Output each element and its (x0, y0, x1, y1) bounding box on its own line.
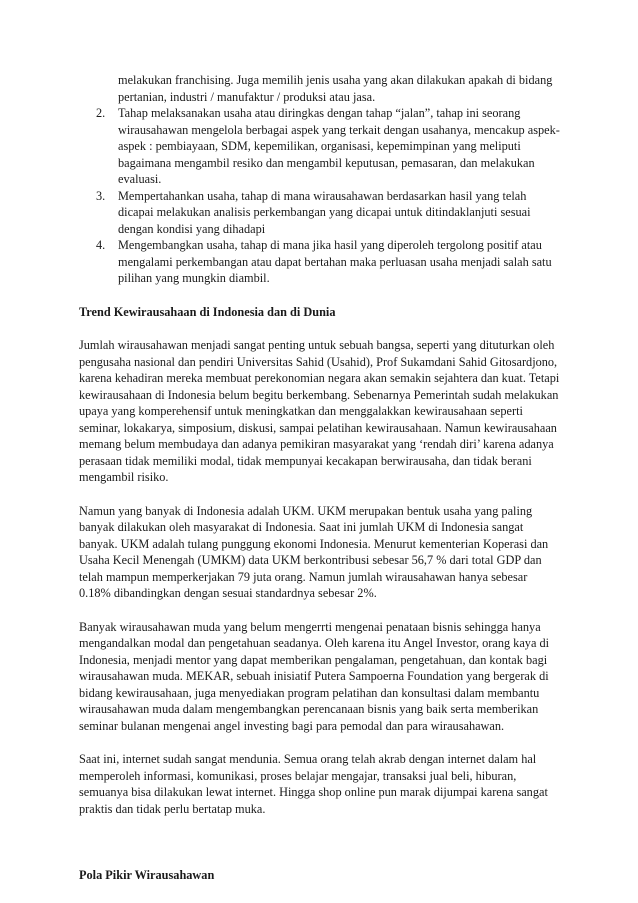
list-item-1-continuation: melakukan franchising. Juga memilih jenis usaha yang akan dilakukan apakah di bidang pertanian, industri / manufaktur / produksi atau jasa. (118, 73, 553, 104)
paragraph: Namun yang banyak di Indonesia adalah UKM. UKM merupakan bentuk usaha yang paling banyak dilakukan oleh masyarakat di Indonesia. Saat ini jumlah UKM di Indonesia sangat banyak. UKM adalah tulang punggung ekonomi Indonesia. Menurut kementerian Koperasi dan Usaha Kecil Menengah (UMKM) data UKM berkontribusi sebesar 56,7 % dari total GDP dan telah mampun memperkerjakan 79 juta orang. Namun jumlah wirausahawan hanya sebesar 0.18% dibandingkan dengan sesuai standardnya sebesar 2%. (79, 503, 549, 600)
list-item (79, 188, 561, 238)
page-content (79, 72, 561, 884)
steps-list (79, 105, 561, 287)
list-number: 3. (96, 188, 106, 203)
paragraph: Saat ini, internet sudah sangat mendunia. Semua orang telah akrab dengan internet dalam hal memperoleh informasi, komunikasi, proses belajar mengajar, transaksi jual beli, hiburan, semuanya bisa dilakukan lewat internet. Hingga shop online pun marak dijumpai karena sangat praktis dan tidak perlu bertatap muka. (79, 752, 548, 816)
list-item-text: Mengembangkan usaha, tahap di mana jika hasil yang diperoleh tergolong positif atau mengalami perkembangan atau dapat bertahan maka perluasan usaha menjadi salah satu pilihan yang mungkin diambil. (118, 238, 552, 285)
list-number: 2. (96, 106, 106, 120)
section-heading-pola-pikir: Pola Pikir Wirausahawan (79, 868, 215, 882)
section-heading-trend: Trend Kewirausahaan di Indonesia dan di Dunia (79, 304, 336, 319)
list-item (79, 237, 561, 287)
list-item-text: Tahap melaksanakan usaha atau diringkas dengan tahap “jalan”, tahap ini seorang wirausahawan mengelola berbagai aspek yang terkait dengan usahanya, mencakup aspek-aspek : pembiayaan, SDM, kepemilikan, organisasi, kepemimpinan yang meliputi bagaimana mengambil resiko dan mengambil keputusan, pemasaran, dan melakukan evaluasi. (118, 106, 560, 186)
list-number: 4. (96, 238, 106, 252)
paragraph: Banyak wirausahawan muda yang belum mengerrti mengenai penataan bisnis sehingga hanya mengandalkan modal dan pengetahuan seadanya. Oleh karena itu Angel Investor, orang kaya di Indonesia, menjadi mentor yang dapat memberikan pengalaman, pengetahuan, dan kontak bagi wirausahawan muda. MEKAR, sebuah inisiatif Putera Sampoerna Foundation yang bergerak di bidang kewirausahaan, juga menyediakan program pelatihan dan konsultasi dalam membantu wirausahawan muda dalam mengembangkan perencanaan bisnis yang baik serta memberikan seminar bulanan mengenai angel investing bagi para pemodal dan para wirausahawan. (79, 619, 550, 733)
list-item (79, 105, 561, 188)
paragraph: Jumlah wirausahawan menjadi sangat penting untuk sebuah bangsa, seperti yang dituturkan oleh pengusaha nasional dan pendiri Universitas Sahid (Usahid), Prof Sukamdani Sahid Gitosardjono, karena kehadiran mereka membuat perekonomian negara akan semakin sejahtera dan kuat. Tetapi kewirausahaan di Indonesia belum begitu berkembang. Sebenarnya Pemerintah sudah melakukan upaya yang komperehensif untuk meningkatkan dan menggalakkan kewirausahaan seperti seminar, lokakarya, simposium, diskusi, sampai pelatihan kewirausahaan. Namun kewirausahaan memang belum membudaya dan adanya pemikiran masyarakat yang ‘rendah diri’ karena adanya perasaan tidak memiliki modal, tidak mempunyai kecakapan berwirausaha, dan tidak berani mengambil risiko. (79, 338, 560, 484)
list-item-text: Mempertahankan usaha, tahap di mana wirausahawan berdasarkan hasil yang telah dicapai melakukan analisis perkembangan yang dicapai untuk ditindaklanjuti sesuai dengan kondisi yang dihadapi (118, 188, 531, 236)
